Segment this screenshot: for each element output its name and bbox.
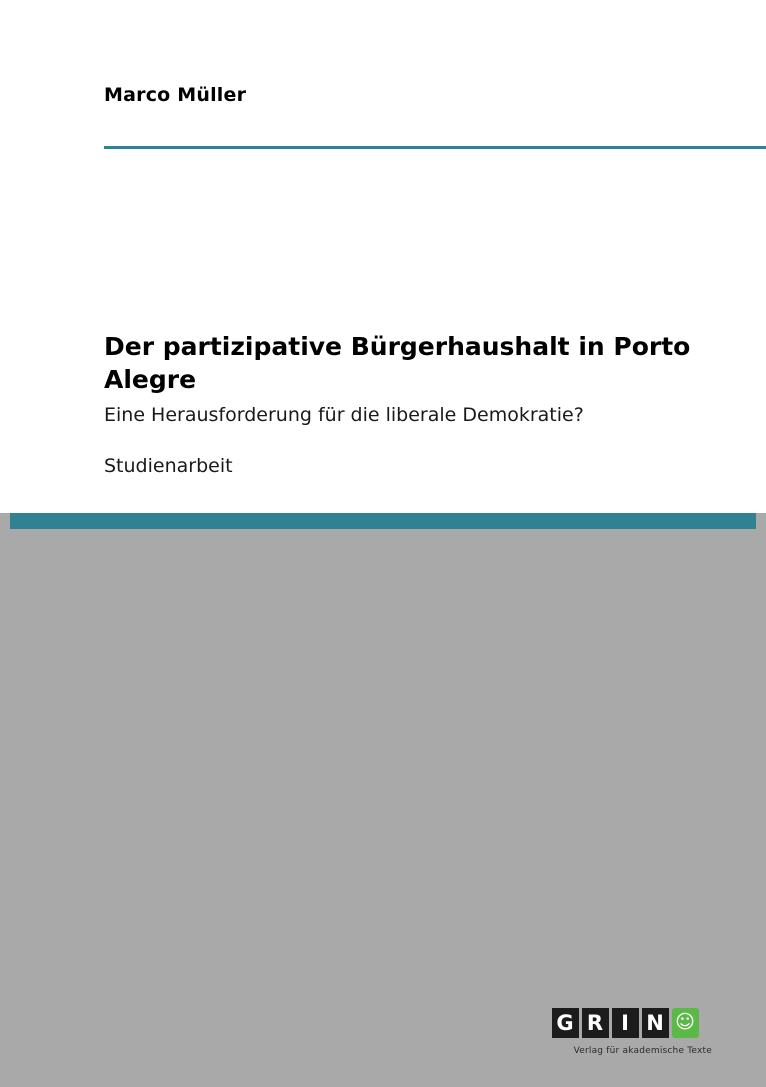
document-type: Studienarbeit [104, 455, 233, 477]
book-title: Der partizipative Bürgerhaushalt in Porto Alegre [104, 332, 691, 395]
smiley-icon: ☺ [672, 1008, 699, 1038]
grin-logo-letters [552, 1008, 699, 1038]
book-subtitle: Eine Herausforderung für die liberale Demokratie? [104, 404, 584, 426]
accent-band-notch-left [0, 513, 10, 529]
header-divider [104, 146, 766, 149]
grin-logo-letter-r: R [582, 1008, 609, 1038]
grin-publisher-logo [552, 1005, 712, 1041]
grin-logo-letter-g: G [552, 1008, 579, 1038]
grin-logo-letter-n: N [642, 1008, 669, 1038]
cover-upper-section [0, 0, 766, 513]
publisher-tagline: Verlag für akademische Texte [573, 1046, 712, 1056]
accent-band [0, 513, 766, 529]
cover-lower-section [0, 529, 766, 1087]
grin-logo-letter-i: I [612, 1008, 639, 1038]
accent-band-notch-right [756, 513, 766, 529]
author-name: Marco Müller [104, 84, 247, 106]
